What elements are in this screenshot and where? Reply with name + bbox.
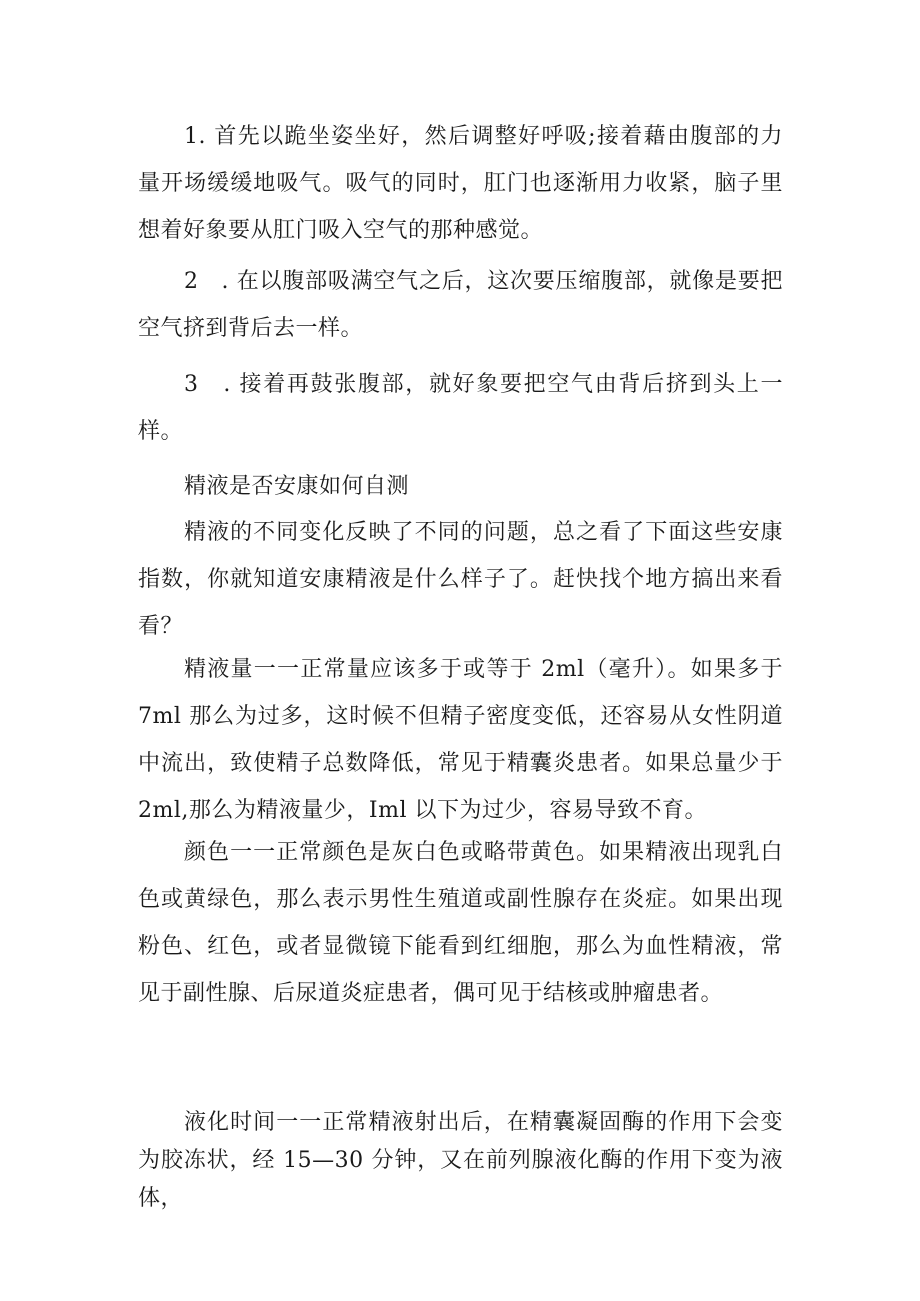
paragraph-intro: 精液的不同变化反映了不同的问题，总之看了下面这些安康指数，你就知道安康精液是什么样子了。赶快找个地方搞出来看看？ <box>138 520 783 639</box>
section-heading: 精液是否安康如何自测 <box>184 474 410 499</box>
paragraph-volume: 精液量一一正常量应该多于或等于 2ml（毫升）。如果多于 7ml 那么为过多，这时候不但精子密度变低，还容易从女性阴道中流出，致使精子总数降低，常见于精囊炎患者。如果总量少于 2ml,那么为精液量少，Iml 以下为过少，容易导致不育。 <box>138 657 783 823</box>
paragraph-step-3: 3 . 接着再鼓张腹部，就好象要把空气由背后挤到头上一样。 <box>138 372 783 444</box>
paragraph-step-2: 2 . 在以腹部吸满空气之后，这次要压缩腹部，就像是要把空气挤到背后去一样。 <box>138 269 783 341</box>
paragraph-liquefaction: 液化时间一一正常精液射出后，在精囊凝固酶的作用下会变为胶冻状，经 15—30 分钟，又在前列腺液化酶的作用下变为液体， <box>138 1110 783 1211</box>
paragraph-step-1: 1. 首先以跪坐姿坐好，然后调整好呼吸;接着藉由腹部的力量开场缓缓地吸气。吸气的同时，肛门也逐渐用力收紧，脑子里想着好象要从肛门吸入空气的那种感觉。 <box>138 124 783 243</box>
paragraph-color: 颜色一一正常颜色是灰白色或略带黄色。如果精液出现乳白色或黄绿色，那么表示男性生殖道或副性腺存在炎症。如果出现粉色、红色，或者显微镜下能看到红细胞，那么为血性精液，常见于副性腺、后尿道炎症患者，偶可见于结核或肿瘤患者。 <box>138 840 783 1006</box>
